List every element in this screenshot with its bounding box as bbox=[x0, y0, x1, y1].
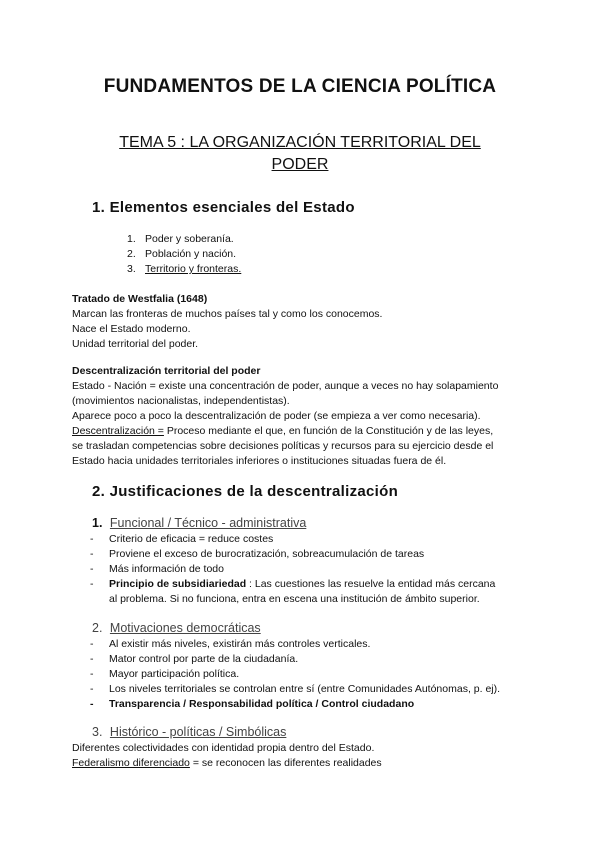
list-item: - Al existir más niveles, existirán más controles verticales. bbox=[90, 637, 550, 652]
document-title: FUNDAMENTOS DE LA CIENCIA POLÍTICA bbox=[103, 76, 497, 97]
historical-block bbox=[72, 741, 542, 771]
definition-line: Descentralización = Proceso mediante el que, en función de la Constitución y de las leyes, bbox=[72, 425, 494, 437]
list-item: - Mator control por parte de la ciudadanía. bbox=[90, 652, 550, 667]
westfalia-title: Tratado de Westfalia (1648) bbox=[72, 293, 208, 305]
list-item: - Mayor participación política. bbox=[90, 667, 550, 682]
list-item: - Proviene el exceso de burocratización, sobreacumulación de tareas bbox=[90, 547, 540, 562]
westfalia-line: Unidad territorial del poder. bbox=[72, 338, 199, 350]
paragraph-line: Diferentes colectividades con identidad propia dentro del Estado. bbox=[72, 742, 375, 754]
definition-line: se trasladan competencias sobre decisiones políticas y recursos para su ejercicio desde el bbox=[72, 440, 494, 452]
democratic-list bbox=[90, 637, 550, 712]
decentralization-block bbox=[72, 364, 552, 469]
topic-title-line-1: TEMA 5 : LA ORGANIZACIÓN TERRITORIAL DEL bbox=[119, 134, 481, 151]
subsection-3-heading: 3. Histórico - políticas / Simbólicas bbox=[92, 725, 287, 739]
list-item: - Transparencia / Responsabilidad política / Control ciudadano bbox=[90, 697, 550, 712]
list-item: - Criterio de eficacia = reduce costes bbox=[90, 532, 540, 547]
paragraph-line: Estado - Nación = existe una concentración de poder, aunque a veces no hay solapamiento bbox=[72, 380, 499, 392]
section-1-heading: 1. Elementos esenciales del Estado bbox=[92, 199, 355, 216]
list-item: - Más información de todo bbox=[90, 562, 540, 577]
paragraph-line: Aparece poco a poco la descentralización de poder (se empieza a ver como necesaria). bbox=[72, 410, 481, 422]
list-item: 2. Población y nación. bbox=[127, 248, 237, 260]
definition-term: Descentralización = bbox=[72, 425, 164, 437]
paragraph-line: Federalismo diferenciado = se reconocen las diferentes realidades bbox=[72, 757, 382, 769]
definition-line: Estado hacia unidades territoriales inferiores o instituciones situadas fuera de él. bbox=[72, 455, 447, 467]
westfalia-line: Marcan las fronteras de muchos países tal y como los conocemos. bbox=[72, 308, 383, 320]
federalism-term: Federalismo diferenciado bbox=[72, 757, 190, 769]
list-item: - Principio de subsidiariedad : Las cuestiones las resuelve la entidad más cercana al problema. Si no funciona, entra en escena una institución de ámbito superior. bbox=[90, 577, 540, 607]
subsection-1-heading: 1. Funcional / Técnico - administrativa bbox=[92, 516, 307, 530]
list-item: 1. Poder y soberanía. bbox=[127, 233, 234, 245]
functional-list bbox=[90, 532, 540, 607]
topic-title-line-2: PODER bbox=[271, 156, 329, 173]
subsection-2-heading: 2. Motivaciones democráticas bbox=[92, 621, 261, 635]
section-2-heading: 2. Justificaciones de la descentralización bbox=[92, 483, 399, 500]
list-item: - Los niveles territoriales se controlan entre sí (entre Comunidades Autónomas, p. ej). bbox=[90, 682, 550, 697]
westfalia-block bbox=[72, 292, 542, 352]
essential-elements-list bbox=[127, 232, 241, 277]
decentralization-title: Descentralización territorial del poder bbox=[72, 365, 261, 377]
paragraph-line: (movimientos nacionalistas, independentistas). bbox=[72, 395, 290, 407]
westfalia-line: Nace el Estado moderno. bbox=[72, 323, 191, 335]
topic-title bbox=[60, 132, 540, 176]
list-item: 3. Territorio y fronteras. bbox=[127, 263, 242, 275]
